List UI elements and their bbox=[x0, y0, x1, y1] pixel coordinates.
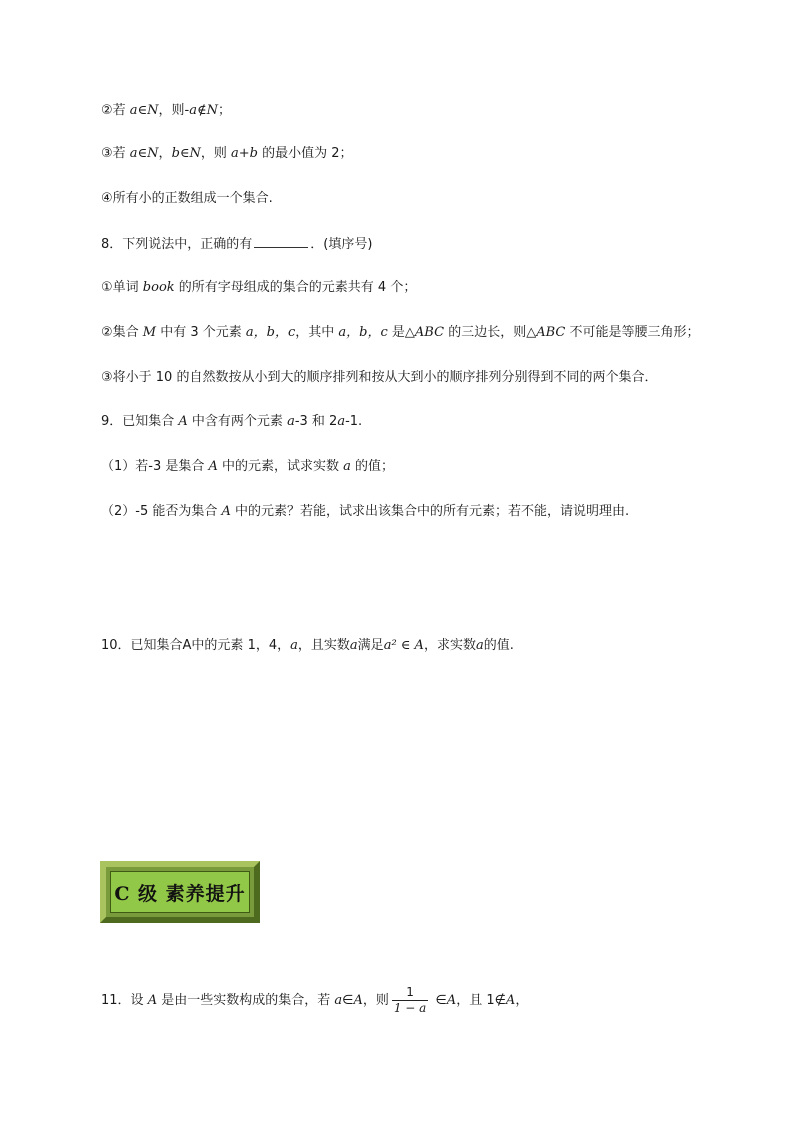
math: a∈N bbox=[129, 103, 159, 118]
text: 的值. bbox=[483, 638, 514, 653]
text: ，且实数 bbox=[297, 638, 350, 653]
math: a bbox=[337, 414, 346, 429]
math: A bbox=[505, 993, 516, 1008]
math: a bbox=[290, 638, 298, 653]
math: A bbox=[221, 504, 231, 519]
text: 中的元素？若能，试求出该集合中的所有元素；若不能，请说明理由. bbox=[230, 504, 630, 519]
q8-item-2 bbox=[101, 324, 699, 342]
text: 的三边长，则△ bbox=[444, 325, 537, 340]
text: 是由一些实数构成的集合，若 bbox=[157, 993, 335, 1008]
text: ，则- bbox=[158, 103, 190, 118]
q7-item-2 bbox=[101, 102, 231, 120]
math: a bbox=[343, 459, 351, 474]
text: 中含有两个元素 bbox=[187, 414, 288, 429]
text: 11．设 bbox=[101, 993, 148, 1008]
text: ，且 1∉ bbox=[456, 993, 506, 1008]
math: b∈N bbox=[171, 146, 201, 161]
text: 的值； bbox=[350, 459, 395, 474]
text: ∈ bbox=[431, 993, 447, 1008]
math: a，b，c bbox=[245, 325, 296, 340]
math: A bbox=[446, 993, 457, 1008]
fraction bbox=[392, 985, 428, 1016]
text: -1. bbox=[345, 414, 363, 429]
text: 9．已知集合 bbox=[101, 414, 179, 429]
text: 不可能是等腰三角形； bbox=[565, 325, 700, 340]
math: A bbox=[147, 993, 158, 1008]
text: ∈ bbox=[342, 993, 354, 1008]
math: a+b bbox=[231, 146, 258, 161]
text: 的最小值为 2； bbox=[258, 146, 353, 161]
text: 满足 bbox=[357, 638, 384, 653]
text: -3 和 2 bbox=[294, 414, 338, 429]
text: ； bbox=[218, 103, 232, 118]
math: book bbox=[142, 280, 175, 295]
math: M bbox=[142, 325, 157, 340]
math: a bbox=[287, 414, 295, 429]
math: a bbox=[349, 638, 358, 653]
q8-item-3: ③将小于 10 的自然数按从小到大的顺序排列和按从大到小的顺序排列分别得到不同的两个集合． bbox=[101, 370, 658, 385]
text: 8．下列说法中，正确的有 bbox=[101, 237, 253, 252]
q10-stem bbox=[101, 637, 514, 655]
math: A bbox=[208, 459, 218, 474]
text: 的所有字母组成的集合的元素共有 4 个； bbox=[174, 280, 417, 295]
math: A bbox=[353, 993, 363, 1008]
math: a，b，c bbox=[338, 325, 388, 340]
q9-part-2 bbox=[101, 503, 629, 521]
text: ②若 bbox=[101, 103, 130, 118]
math: a∉N bbox=[189, 103, 218, 118]
text: ，则 bbox=[200, 146, 232, 161]
text: ， bbox=[515, 993, 529, 1008]
math: ABC bbox=[536, 325, 566, 340]
text: 10．已知集合A中的元素 1，4， bbox=[101, 638, 291, 653]
text: ③若 bbox=[101, 146, 130, 161]
section-banner-label: C 级 素养提升 bbox=[114, 882, 246, 905]
answer-blank bbox=[254, 234, 308, 248]
text: （1）若-3 是集合 bbox=[101, 459, 209, 474]
q7-item-3 bbox=[101, 145, 353, 163]
section-banner bbox=[100, 861, 260, 923]
text: ①单词 bbox=[101, 280, 143, 295]
q8-stem bbox=[101, 234, 372, 254]
text: 中的元素，试求实数 bbox=[217, 459, 344, 474]
text: 中有 3 个元素 bbox=[156, 325, 246, 340]
section-banner-inner bbox=[110, 871, 250, 913]
math: a bbox=[334, 993, 343, 1008]
q11-stem bbox=[101, 984, 528, 1018]
q7-item-4: ④所有小的正数组成一个集合. bbox=[101, 191, 273, 206]
math: a bbox=[475, 638, 484, 653]
math: a∈N bbox=[129, 146, 159, 161]
math: a² ∈ A bbox=[383, 638, 424, 653]
fraction-denominator: 1 − a bbox=[393, 1001, 427, 1015]
text: ， bbox=[158, 146, 172, 161]
text: ，求实数 bbox=[423, 638, 476, 653]
math: ABC bbox=[414, 325, 445, 340]
text: ，则 bbox=[362, 993, 389, 1008]
text: （2）-5 能否为集合 bbox=[101, 504, 222, 519]
text: ．(填序号) bbox=[310, 237, 373, 252]
text: ，其中 bbox=[295, 325, 339, 340]
q8-item-1 bbox=[101, 279, 416, 297]
q9-part-1 bbox=[101, 458, 394, 476]
text: 是△ bbox=[387, 325, 415, 340]
q9-stem bbox=[101, 413, 362, 431]
math: A bbox=[178, 414, 188, 429]
text: ②集合 bbox=[101, 325, 143, 340]
fraction-numerator: 1 bbox=[392, 985, 428, 1001]
